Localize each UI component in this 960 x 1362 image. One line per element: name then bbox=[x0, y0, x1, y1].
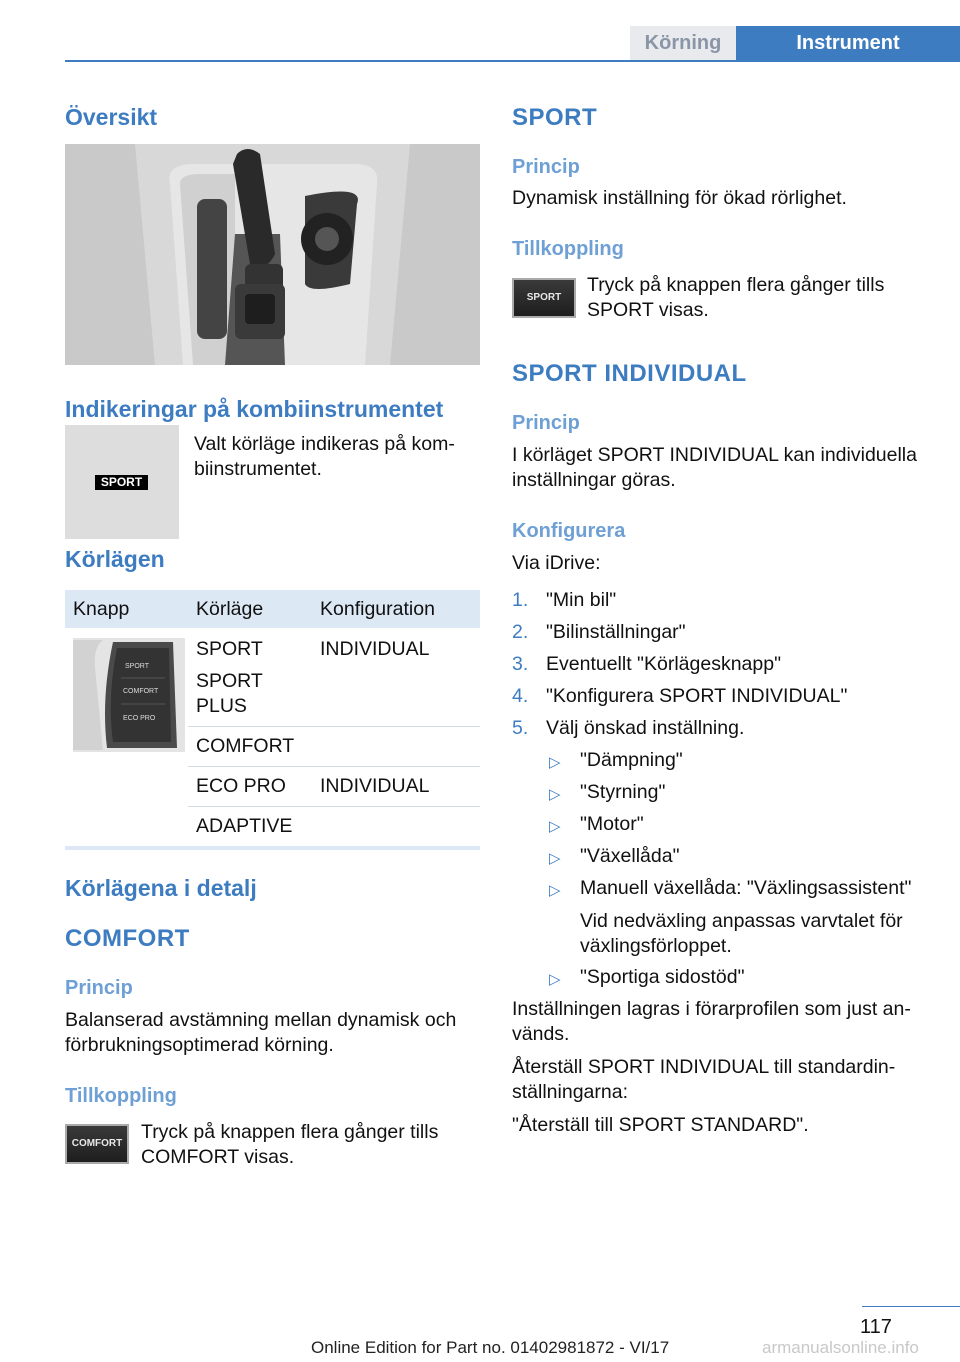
save-text-1: Inställningen lagras i förarprofilen som just an‐ bbox=[512, 998, 911, 1020]
sport-indicator: SPORT bbox=[95, 475, 148, 490]
heading-comfort-tillkoppling: Tillkoppling bbox=[65, 1085, 177, 1107]
step-1-number: 1. bbox=[512, 589, 529, 611]
header-tabs bbox=[630, 26, 960, 62]
instrument-cluster-preview bbox=[65, 425, 179, 539]
sub-item: "Styrning" bbox=[580, 781, 666, 803]
heading-comfort-princip: Princip bbox=[65, 977, 133, 999]
heading-individual-princip: Princip bbox=[512, 412, 580, 434]
heading-indikeringar: Indikeringar på kombiinstrumentet bbox=[65, 396, 444, 422]
sub-item: "Motor" bbox=[580, 813, 644, 835]
mode-sport-plus-1: SPORT bbox=[196, 670, 263, 692]
heading-sport-tillkoppling: Tillkoppling bbox=[512, 238, 624, 260]
save-text-2: vänds. bbox=[512, 1023, 570, 1045]
bullet-triangle-icon: ▷ bbox=[549, 818, 561, 835]
sport-act-1: Tryck på knappen flera gånger tills bbox=[587, 274, 885, 296]
comfort-text-1: Balanserad avstämning mellan dynamisk och bbox=[65, 1009, 457, 1031]
sub-note-1: Vid nedväxling anpassas varvtalet för bbox=[580, 910, 903, 932]
sport-act-2: SPORT visas. bbox=[587, 299, 709, 321]
bullet-triangle-icon: ▷ bbox=[549, 971, 561, 988]
mode-adaptive: ADAPTIVE bbox=[196, 815, 293, 837]
step-5-text: Välj önskad inställning. bbox=[546, 717, 745, 739]
watermark: armanualsonline.info bbox=[762, 1338, 919, 1357]
sub-item: "Dämpning" bbox=[580, 749, 683, 771]
mode-buttons-icon bbox=[73, 638, 185, 752]
btn-sport-label: SPORT bbox=[125, 663, 149, 670]
reset-text-1: Återställ SPORT INDIVIDUAL till standardin‐ bbox=[512, 1056, 896, 1078]
row-divider bbox=[188, 806, 480, 807]
step-2-number: 2. bbox=[512, 621, 529, 643]
col-korlage: Körläge bbox=[188, 590, 312, 628]
comfort-button-image: COMFORT bbox=[65, 1124, 129, 1164]
table-bottom-rule bbox=[65, 846, 480, 850]
bullet-triangle-icon: ▷ bbox=[549, 786, 561, 803]
step-2-text: "Bilinställningar" bbox=[546, 621, 686, 643]
step-1-text: "Min bil" bbox=[546, 589, 617, 611]
sport-text: Dynamisk inställning för ökad rörlighet. bbox=[512, 187, 847, 209]
col-knapp: Knapp bbox=[65, 590, 188, 628]
sub-note-2: växlingsförloppet. bbox=[580, 935, 732, 957]
heading-sport-princip: Princip bbox=[512, 156, 580, 178]
mode-sport: SPORT bbox=[196, 638, 263, 660]
btn-comfort-label: COMFORT bbox=[123, 688, 159, 695]
heading-konfigurera: Konfigurera bbox=[512, 520, 626, 542]
bullet-triangle-icon: ▷ bbox=[549, 882, 561, 899]
page-number: 117 bbox=[860, 1316, 892, 1338]
header-rule bbox=[65, 60, 960, 62]
reset-text-2: ställningarna: bbox=[512, 1081, 628, 1103]
edition-text: Online Edition for Part no. 01402981872 - VI/17 bbox=[311, 1338, 670, 1357]
row-divider bbox=[188, 726, 480, 727]
heading-comfort: COMFORT bbox=[65, 925, 190, 952]
step-4-number: 4. bbox=[512, 685, 529, 707]
mode-comfort: COMFORT bbox=[196, 735, 295, 757]
mode-ecopro: ECO PRO bbox=[196, 775, 286, 797]
heading-korlagen: Körlägen bbox=[65, 546, 165, 572]
individual-text-2: inställningar göras. bbox=[512, 469, 676, 491]
heading-sport: SPORT bbox=[512, 104, 598, 131]
gear-selector-icon bbox=[65, 144, 480, 365]
individual-text-1: I körläget SPORT INDIVIDUAL kan individuella bbox=[512, 444, 917, 466]
modes-table bbox=[65, 590, 480, 628]
comfort-act-1: Tryck på knappen flera gånger tills bbox=[141, 1121, 439, 1143]
comfort-text-2: förbrukningsoptimerad körning. bbox=[65, 1034, 334, 1056]
reset-text-3: "Återställ till SPORT STANDARD". bbox=[512, 1114, 809, 1136]
mode-buttons-image bbox=[73, 638, 185, 752]
bullet-triangle-icon: ▷ bbox=[549, 850, 561, 867]
step-3-text: Eventuellt "Körlägesknapp" bbox=[546, 653, 781, 675]
console-illustration bbox=[65, 144, 480, 365]
comfort-act-2: COMFORT visas. bbox=[141, 1146, 295, 1168]
tab-korning[interactable]: Körning bbox=[630, 26, 736, 60]
mode-sport-plus-2: PLUS bbox=[196, 695, 247, 717]
indik-text-line-2: biinstrumentet. bbox=[194, 458, 322, 480]
step-4-text: "Konfigurera SPORT INDIVIDUAL" bbox=[546, 685, 848, 707]
heading-oversikt: Översikt bbox=[65, 104, 158, 130]
tab-instrument[interactable]: Instrument bbox=[736, 26, 960, 60]
via-idrive: Via iDrive: bbox=[512, 552, 601, 574]
config-sport: INDIVIDUAL bbox=[320, 638, 430, 660]
step-5-number: 5. bbox=[512, 717, 529, 739]
step-3-number: 3. bbox=[512, 653, 529, 675]
sport-button-image: SPORT bbox=[512, 278, 576, 318]
sub-item: "Växellåda" bbox=[580, 845, 680, 867]
heading-detalj: Körlägena i detalj bbox=[65, 875, 257, 901]
sub-item: Manuell växellåda: "Växlingsassistent" bbox=[580, 877, 912, 899]
footer-rule bbox=[862, 1306, 960, 1307]
config-ecopro: INDIVIDUAL bbox=[320, 775, 430, 797]
sub-item: "Sportiga sidostöd" bbox=[580, 966, 745, 988]
bullet-triangle-icon: ▷ bbox=[549, 754, 561, 771]
row-divider bbox=[188, 766, 480, 767]
col-konfiguration: Konfiguration bbox=[312, 590, 480, 628]
btn-ecopro-label: ECO PRO bbox=[123, 715, 156, 722]
heading-sport-individual: SPORT INDIVIDUAL bbox=[512, 360, 747, 387]
indik-text-line-1: Valt körläge indikeras på kom‐ bbox=[194, 433, 455, 455]
